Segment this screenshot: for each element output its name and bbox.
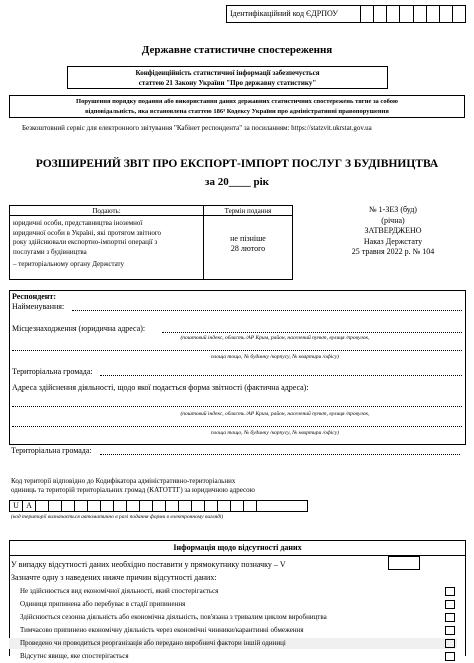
katottg-cell[interactable] bbox=[192, 501, 205, 511]
katottg-code-cells bbox=[9, 500, 308, 512]
absence-mark-text: У випадку відсутності даних необхідно поставити у прямокутнику позначку – V bbox=[11, 560, 286, 569]
katottg-cell[interactable] bbox=[75, 501, 88, 511]
katottg-cell[interactable] bbox=[101, 501, 114, 511]
violation-notice bbox=[9, 95, 465, 118]
report-year: за 20____ рік bbox=[205, 176, 269, 188]
edrpou-cell[interactable] bbox=[453, 6, 465, 22]
respondent-section bbox=[9, 290, 466, 445]
katottg-cell[interactable] bbox=[140, 501, 153, 511]
reason-text: Не здійснюється вид економічної діяльності, який спостерігається bbox=[20, 587, 219, 595]
submit-who-text: послугами з будівництва bbox=[13, 247, 87, 256]
address-hint: площа тощо, № будинку /корпусу, № квартири /офісу) bbox=[211, 354, 339, 360]
katottg-cell[interactable] bbox=[179, 501, 192, 511]
edrpou-cells[interactable] bbox=[361, 6, 465, 22]
submit-col-who-header: Подають: bbox=[10, 206, 204, 215]
form-period: (річна) bbox=[381, 215, 405, 225]
deadline-text: не пізніше bbox=[230, 234, 266, 243]
katottg-cell[interactable] bbox=[244, 501, 257, 511]
submit-who-cell bbox=[10, 216, 204, 279]
location-field[interactable] bbox=[162, 332, 462, 333]
address-hint: (поштовий індекс, область /АР Крим, район, населений пункт, вулиця /провулок, bbox=[180, 411, 370, 417]
absence-mark-instruction bbox=[11, 560, 286, 569]
katottg-cell[interactable] bbox=[257, 501, 307, 511]
submit-who-text: юридичні особи, представництва іноземної bbox=[13, 219, 143, 227]
katottg-cell[interactable] bbox=[88, 501, 101, 511]
report-title: РОЗШИРЕНИЙ ЗВІТ ПРО ЕКСПОРТ-ІМПОРТ ПОСЛУГ З БУДІВНИЦТВА bbox=[35, 158, 439, 170]
address-hint: (поштовий індекс, область /АР Крим, район, населений пункт, вулиця /провулок, bbox=[180, 335, 370, 341]
confidentiality-notice bbox=[67, 66, 388, 89]
activity-address-field-2[interactable] bbox=[12, 426, 462, 427]
reason-text: Здійснюється сезонна діяльність або економічна діяльність, пов'язана з тривалим циклом виробництва bbox=[20, 613, 327, 621]
form-order: Наказ Держстату bbox=[363, 236, 423, 246]
community-label-2: Територіальна громада: bbox=[11, 446, 92, 455]
respondent-heading: Респондент: bbox=[12, 292, 56, 301]
reason-text: Тимчасово припинено економічну діяльність через економічні чинники/карантинні обмеження bbox=[20, 626, 304, 634]
reason-checkbox[interactable] bbox=[445, 587, 455, 596]
reason-text: Відсутнє явище, яке спостерігається bbox=[20, 652, 129, 660]
address-hint: площа тощо, № будинку /корпусу, № квартири /офісу) bbox=[211, 430, 339, 436]
edrpou-cell[interactable] bbox=[400, 6, 413, 22]
service-link-text: Безкоштовний сервіс для електронного звітування "Кабінет респондента" за посиланням: https://statzvit.ukrstat.gov.ua bbox=[22, 124, 372, 132]
katottg-cell[interactable] bbox=[114, 501, 127, 511]
form-approved: ЗАТВЕРДЖЕНО bbox=[364, 226, 422, 235]
violation-line: Порушення порядку подання або використання даних державних статистичних спостережень тягне за собою bbox=[76, 98, 398, 105]
reason-row[interactable] bbox=[9, 586, 457, 597]
reason-text: Одиниця припинена або перебуває в стадії припинення bbox=[20, 600, 186, 608]
katottg-cell[interactable] bbox=[231, 501, 244, 511]
form-identifier bbox=[318, 205, 468, 258]
katottg-cell[interactable] bbox=[166, 501, 179, 511]
submit-who-text: року здійснювали експортно-імпортні операції з bbox=[13, 238, 158, 246]
submit-who-text: – територіальному органу Держстату bbox=[13, 260, 125, 268]
violation-line: відповідальність, яка встановлена статтею 186³ Кодексу України про адміністративні правопорушення bbox=[85, 108, 389, 115]
confidentiality-line: Конфіденційність статистичної інформації забезпечується bbox=[135, 69, 320, 77]
absence-mark-checkbox[interactable] bbox=[388, 556, 420, 570]
submit-table bbox=[9, 205, 293, 280]
reason-row[interactable] bbox=[9, 612, 457, 623]
submit-col-deadline-header: Термін подання bbox=[224, 207, 272, 215]
confidentiality-line: статтею 21 Закону України "Про державну статистику" bbox=[138, 79, 317, 87]
submit-deadline-cell bbox=[204, 216, 292, 279]
edrpou-cell[interactable] bbox=[440, 6, 453, 22]
community-field-2[interactable] bbox=[100, 454, 460, 455]
community-label: Територіальна громада: bbox=[12, 367, 93, 376]
survey-title: Державне статистичне спостереження bbox=[141, 44, 333, 56]
community-field[interactable] bbox=[100, 375, 462, 376]
activity-address-field[interactable] bbox=[12, 406, 462, 407]
location-field-2[interactable] bbox=[12, 350, 462, 351]
reason-text: Проведено чи проводиться реорганізація або передано виробничі фактори іншій одиниці bbox=[20, 639, 286, 647]
absence-heading: Інформація щодо відсутності даних bbox=[10, 541, 465, 556]
location-label: Місцезнаходження (юридична адреса): bbox=[12, 324, 146, 333]
katottg-label-line: Код території відповідно до Кодифікатора адміністративно-територіальних bbox=[11, 477, 236, 485]
katottg-cell[interactable] bbox=[62, 501, 75, 511]
respondent-name-label: Найменування: bbox=[12, 302, 65, 311]
edrpou-cell[interactable] bbox=[414, 6, 427, 22]
reason-checkbox[interactable] bbox=[445, 626, 455, 635]
katottg-note: (код території визначається автоматично в разі подання форми в електронному вигляді) bbox=[11, 514, 224, 520]
absence-choose-text: Зазначте одну з наведених нижче причин відсутності даних: bbox=[11, 573, 217, 582]
reason-row[interactable] bbox=[9, 599, 457, 610]
reason-checkbox[interactable] bbox=[445, 600, 455, 609]
katottg-label bbox=[11, 477, 255, 495]
submit-who-text: юридичної особи в Україні, які протягом звітного bbox=[13, 228, 162, 237]
reason-checkbox[interactable] bbox=[445, 639, 455, 648]
edrpou-cell[interactable] bbox=[361, 6, 374, 22]
edrpou-cell[interactable] bbox=[374, 6, 387, 22]
form-code: № 1-ЗЕЗ (буд) bbox=[369, 205, 417, 214]
katottg-cell[interactable] bbox=[205, 501, 218, 511]
reason-row[interactable] bbox=[9, 625, 457, 636]
katottg-cell[interactable] bbox=[49, 501, 62, 511]
katottg-cell[interactable] bbox=[218, 501, 231, 511]
katottg-cell[interactable] bbox=[127, 501, 140, 511]
reason-row[interactable] bbox=[9, 638, 457, 649]
katottg-label-line: одиниць та територій територіальних громад (КАТОТТГ) за юридичною адресою bbox=[11, 486, 255, 494]
reason-row[interactable] bbox=[9, 651, 457, 662]
reason-checkbox[interactable] bbox=[445, 652, 455, 661]
katottg-cell: U bbox=[10, 501, 23, 511]
edrpou-cell[interactable] bbox=[387, 6, 400, 22]
edrpou-cell[interactable] bbox=[427, 6, 440, 22]
form-date: 25 травня 2022 р. № 104 bbox=[351, 247, 435, 256]
katottg-cell[interactable] bbox=[36, 501, 49, 511]
edrpou-code-box bbox=[226, 5, 466, 23]
deadline-text: 28 лютого bbox=[230, 244, 266, 253]
katottg-cell: A bbox=[23, 501, 36, 511]
edrpou-label: Ідентифікаційний код ЄДРПОУ bbox=[227, 6, 361, 22]
respondent-name-field[interactable] bbox=[72, 310, 462, 311]
katottg-cell[interactable] bbox=[153, 501, 166, 511]
activity-address-label: Адреса здійснення діяльності, щодо якої подається форма звітності (фактична адреса): bbox=[12, 383, 309, 392]
reason-checkbox[interactable] bbox=[445, 613, 455, 622]
